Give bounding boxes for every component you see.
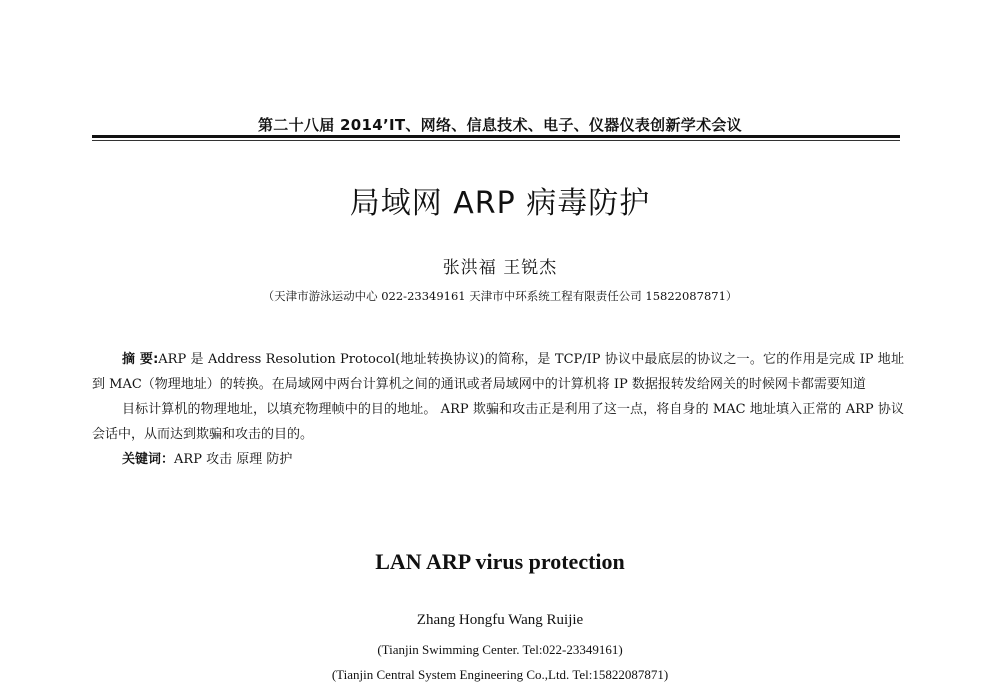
abstract-section <box>92 347 904 472</box>
conference-header: 第二十八届 2014’IT、网络、信息技术、电子、仪器仪表创新学术会议 <box>258 116 742 134</box>
keywords-text: ARP 攻击 原理 防护 <box>174 452 293 467</box>
keywords-line <box>92 447 904 472</box>
abstract-paragraph-2: 目标计算机的物理地址，以填充物理帧中的目的地址。 ARP 欺骗和攻击正是利用了这一点，将自身的 MAC 地址填入正常的 ARP 协议会话中，从而达到欺骗和攻击的目的。 <box>92 402 904 442</box>
abstract-paragraph-1 <box>92 347 904 397</box>
header-rule-thick <box>92 135 900 138</box>
authors-en: Zhang Hongfu Wang Ruijie <box>416 612 584 628</box>
affiliation-en-2: (Tianjin Central System Engineering Co.,Ltd. Tel:15822087871) <box>331 667 669 682</box>
abstract-text-1: ARP 是 Address Resolution Protocol(地址转换协议)的简称，是 TCP/IP 协议中最底层的协议之一。它的作用是完成 IP 地址到 MAC（物理地址）的转换。在局域网中两台计算机之间的通讯或者局域网中的计算机将 IP 数据报转发给网关的时候网卡都需要知道 <box>92 352 904 392</box>
paper-title-cn: 局域网 ARP 病毒防护 <box>349 186 651 221</box>
keywords-label: 关键词： <box>122 452 175 467</box>
abstract-label: 摘 要: <box>122 352 159 367</box>
header-rule-thin <box>92 140 900 141</box>
affiliation-cn: （天津市游泳运动中心 022-23349161 天津市中环系统工程有限责任公司 15822087871） <box>262 289 738 303</box>
affiliation-en-1: (Tianjin Swimming Center. Tel:022-23349161) <box>377 642 623 657</box>
paper-title-en: LAN ARP virus protection <box>375 549 625 574</box>
authors-cn: 张洪福 王锐杰 <box>442 258 558 278</box>
